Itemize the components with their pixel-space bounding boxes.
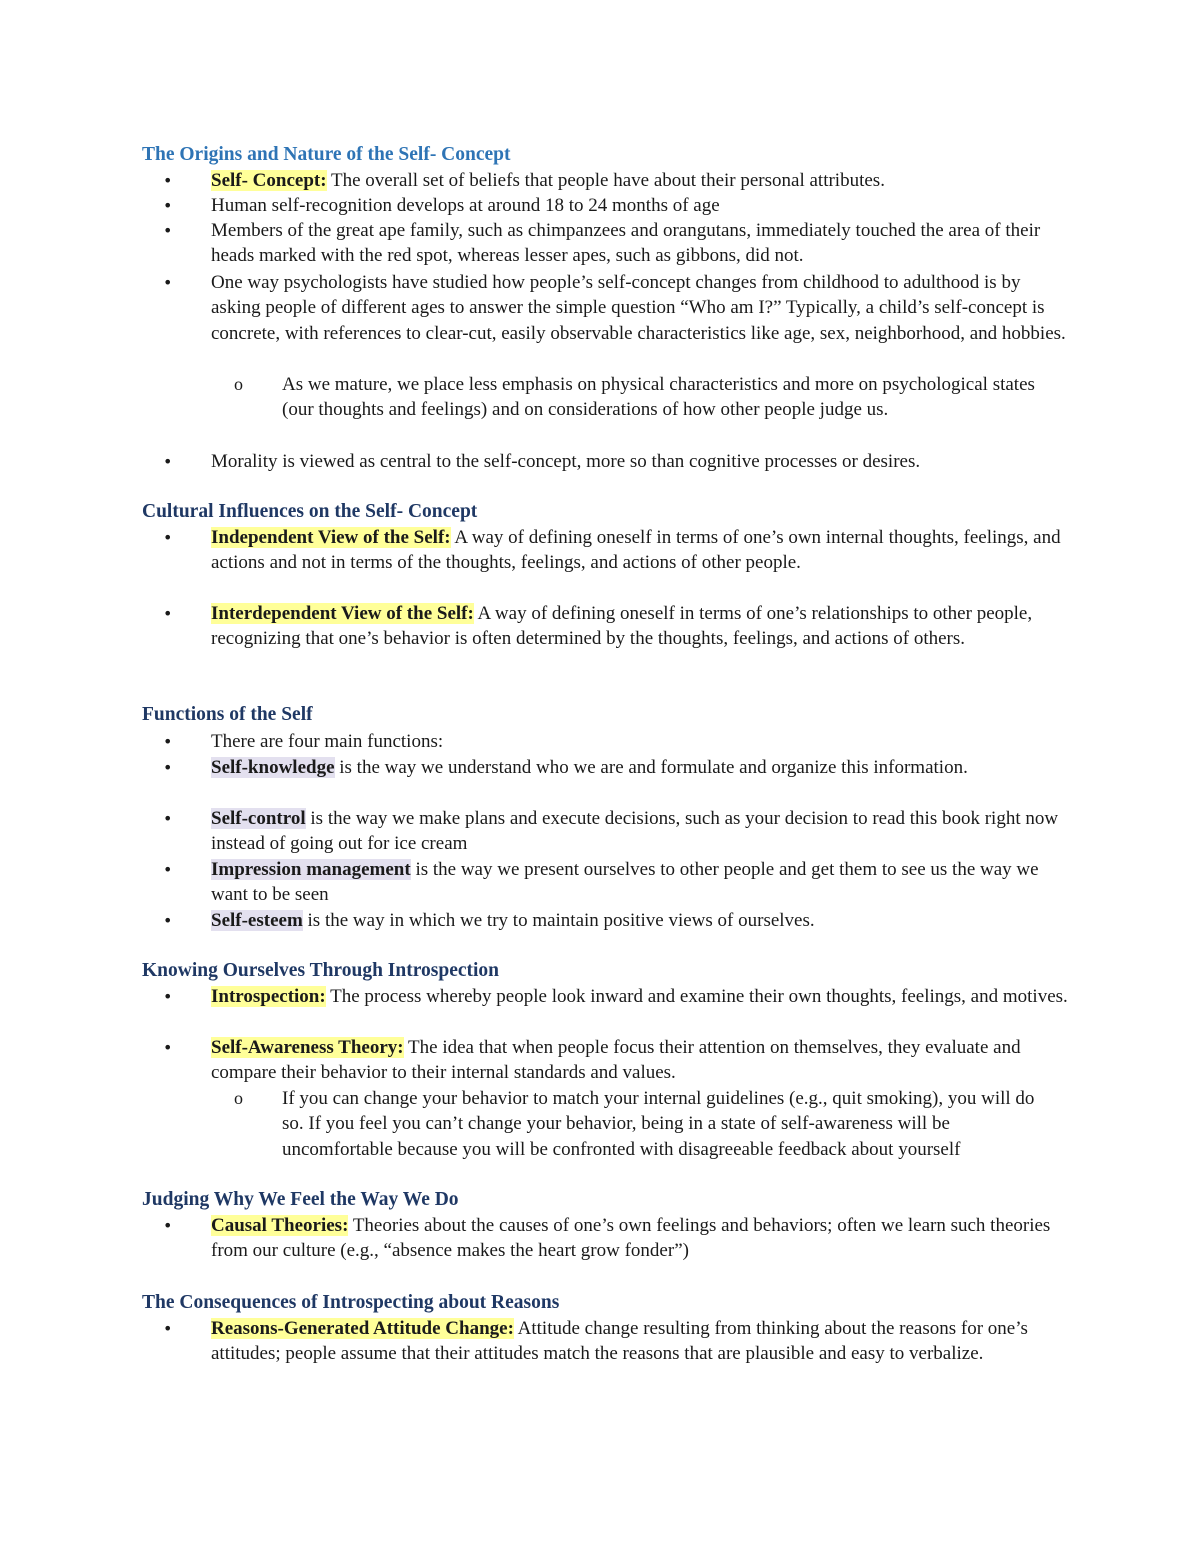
term-label: Self-control — [211, 808, 306, 829]
term-label: Causal Theories: — [211, 1215, 349, 1236]
bullet-icon: • — [163, 528, 173, 547]
item-text: As we mature, we place less emphasis on physical characteristics and more on psychological states (our thoughts and feelings) and on considerations of how other people judge us. — [282, 374, 1035, 421]
term-label: Self- Concept: — [211, 170, 327, 191]
bullet-icon: • — [163, 273, 173, 292]
item-text: is the way we understand who we are and formulate and organize this information. — [334, 757, 968, 778]
item-text: The overall set of beliefs that people have about their personal attributes. — [326, 170, 885, 191]
bullet-icon: • — [163, 860, 173, 879]
term-label: Self-esteem — [211, 910, 303, 931]
item-text: Human self-recognition develops at around 18 to 24 months of age — [211, 195, 720, 216]
bullet-icon: • — [163, 604, 173, 623]
bullet-icon: • — [163, 1319, 173, 1338]
term-label: Introspection: — [211, 986, 326, 1007]
term-label: Self-knowledge — [211, 757, 335, 778]
sub-bullet-icon: o — [234, 1088, 243, 1108]
bullet-icon: • — [163, 732, 173, 751]
bullet-icon: • — [163, 1216, 173, 1235]
bullet-icon: • — [163, 171, 173, 190]
item-text: Theories about the causes of one’s own feelings and behaviors; often we learn such theories from our culture (e.g., “absence makes the heart grow fonder”) — [211, 1215, 1051, 1262]
item-text: is the way we present ourselves to other people and get them to see us the way we want to be seen — [211, 859, 1039, 906]
item-text: Members of the great ape family, such as chimpanzees and orangutans, immediately touched the area of their heads marked with the red spot, whereas lesser apes, such as gibbons, did not. — [211, 220, 1041, 267]
bullet-icon: • — [163, 452, 173, 471]
sub-bullet-icon: o — [234, 374, 243, 394]
term-label: Independent View of the Self: — [211, 527, 451, 548]
term-label: Interdependent View of the Self: — [211, 603, 474, 624]
term-label: Reasons-Generated Attitude Change: — [211, 1318, 514, 1339]
item-text: There are four main functions: — [211, 731, 444, 752]
bullet-icon: • — [163, 1038, 173, 1057]
bullet-icon: • — [163, 911, 173, 930]
section-heading-consequences: The Consequences of Introspecting about Reasons — [142, 1292, 560, 1313]
term-label: Impression management — [211, 859, 411, 880]
bullet-icon: • — [163, 987, 173, 1006]
item-text: is the way we make plans and execute decisions, such as your decision to read this book right now instead of going out for ice cream — [211, 808, 1059, 855]
bullet-icon: • — [163, 196, 173, 215]
section-heading-functions: Functions of the Self — [142, 704, 313, 725]
item-text: If you can change your behavior to match your internal guidelines (e.g., quit smoking), you will do so. If you feel you can’t change your behavior, being in a state of self-awareness will be uncomfortable because you will be confronted with disagreeable feedback about yourself — [282, 1088, 1035, 1160]
section-heading-origins: The Origins and Nature of the Self- Concept — [142, 144, 511, 165]
item-text: is the way in which we try to maintain positive views of ourselves. — [302, 910, 815, 931]
bullet-icon: • — [163, 758, 173, 777]
item-text: Morality is viewed as central to the self-concept, more so than cognitive processes or desires. — [211, 451, 921, 472]
bullet-icon: • — [163, 809, 173, 828]
item-text: The process whereby people look inward and examine their own thoughts, feelings, and motives. — [325, 986, 1068, 1007]
item-text: The idea that when people focus their attention on themselves, they evaluate and compare their behavior to their internal standards and values. — [211, 1037, 1021, 1084]
item-text: One way psychologists have studied how people’s self-concept changes from childhood to adulthood is by asking people of different ages to answer the simple question “Who am I?” Typically, a child’s self-concept is concrete, with references to clear-cut, easily observable characteristics like age, sex, neighborhood, and hobbies. — [211, 272, 1066, 344]
section-heading-introspection: Knowing Ourselves Through Introspection — [142, 960, 500, 981]
item-text: A way of defining oneself in terms of one’s relationships to other people, recognizing that one’s behavior is often determined by the thoughts, feelings, and actions of others. — [211, 603, 1033, 650]
bullet-icon: • — [163, 221, 173, 240]
term-label: Self-Awareness Theory: — [211, 1037, 404, 1058]
item-text: Attitude change resulting from thinking about the reasons for one’s attitudes; people assume that their attitudes match the reasons that are plausible and easy to verbalize. — [211, 1318, 1028, 1365]
section-heading-judging: Judging Why We Feel the Way We Do — [142, 1189, 459, 1210]
section-heading-cultural: Cultural Influences on the Self- Concept — [142, 501, 478, 522]
item-text: A way of defining oneself in terms of one’s own internal thoughts, feelings, and actions and not in terms of the thoughts, feelings, and actions of other people. — [211, 527, 1061, 574]
